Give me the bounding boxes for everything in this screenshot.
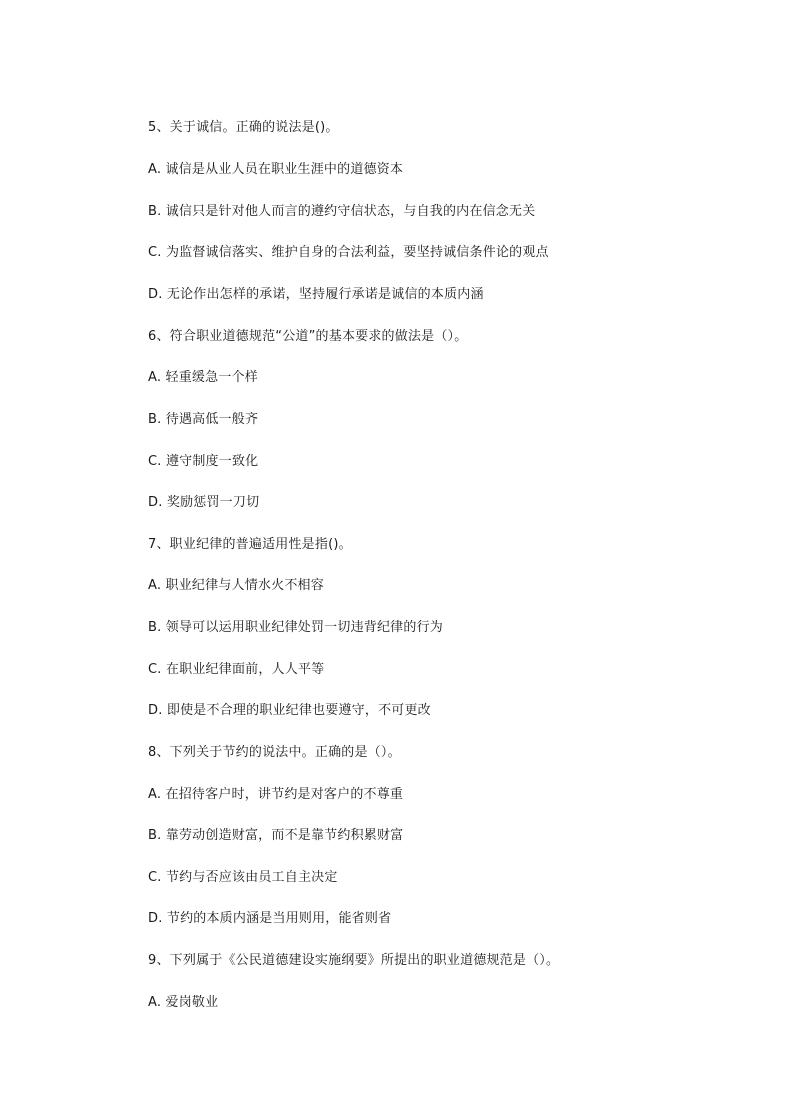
option-6b: B. 待遇高低一般齐	[148, 412, 259, 427]
option-8c: C. 节约与否应该由员工自主决定	[148, 870, 338, 885]
option-8b: B. 靠劳动创造财富，而不是靠节约积累财富	[148, 828, 404, 843]
option-5a: A. 诚信是从业人员在职业生涯中的道德资本	[148, 162, 404, 177]
option-7c: C. 在职业纪律面前，人人平等	[148, 662, 325, 677]
question-5: 5、关于诚信。正确的说法是()。	[148, 120, 339, 135]
option-7a: A. 职业纪律与人情水火不相容	[148, 578, 324, 593]
option-8a: A. 在招待客户时，讲节约是对客户的不尊重	[148, 787, 404, 802]
option-5d: D. 无论作出怎样的承诺，坚持履行承诺是诚信的本质内涵	[148, 287, 484, 302]
option-6c: C. 遵守制度一致化	[148, 454, 259, 469]
question-7: 7、职业纪律的普遍适用性是指()。	[148, 537, 352, 552]
option-7b: B. 领导可以运用职业纪律处罚一切违背纪律的行为	[148, 620, 443, 635]
option-8d: D. 节约的本质内涵是当用则用，能省则省	[148, 911, 392, 926]
question-9: 9、下列属于《公民道德建设实施纲要》所提出的职业道德规范是（）。	[148, 953, 560, 968]
option-6a: A. 轻重缓急一个样	[148, 370, 258, 385]
option-5b: B. 诚信只是针对他人而言的遵约守信状态，与自我的内在信念无关	[148, 204, 536, 219]
option-5c: C. 为监督诚信落实、维护自身的合法利益，要坚持诚信条件论的观点	[148, 245, 549, 260]
option-7d: D. 即使是不合理的职业纪律也要遵守，不可更改	[148, 703, 431, 718]
question-8: 8、下列关于节约的说法中。正确的是（）。	[148, 745, 401, 760]
question-6: 6、符合职业道德规范“公道”的基本要求的做法是（）。	[148, 329, 468, 344]
option-9a: A. 爱岗敬业	[148, 995, 219, 1010]
option-6d: D. 奖励惩罚一刀切	[148, 495, 260, 510]
